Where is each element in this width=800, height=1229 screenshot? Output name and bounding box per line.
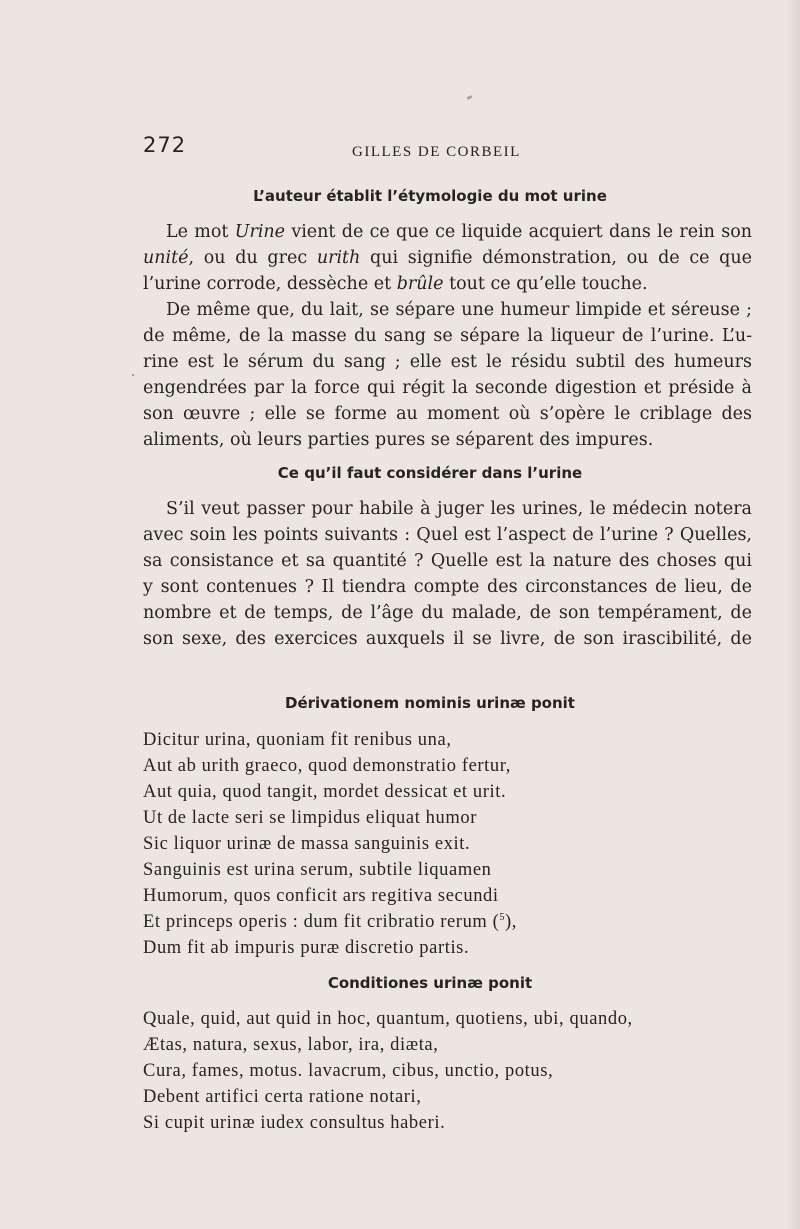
running-head: GILLES DE CORBEIL	[352, 144, 521, 160]
verse-line: Sanguinis est urina serum, subtile liquamen	[143, 860, 492, 880]
paragraph-line: son sexe, des exercices auxquels il se livre, de son irascibilité, de	[143, 629, 752, 649]
verse-line: Cura, fames, motus. lavacrum, cibus, unctio, potus,	[143, 1061, 554, 1081]
verse-heading: Dérivationem nominis urinæ ponit	[285, 694, 575, 712]
paragraph-line: nombre et de temps, de l’âge du malade, de son tempérament, de	[143, 603, 752, 623]
page-number: 272	[143, 133, 187, 157]
verse-line: Aut ab urith graeco, quod demonstratio fertur,	[143, 756, 511, 776]
section-heading: L’auteur établit l’étymologie du mot urine	[253, 187, 607, 205]
paragraph-line: de même, de la masse du sang se sépare la liqueur de l’urine. L’u-	[143, 326, 752, 346]
paragraph-line: De même que, du lait, se sépare une humeur limpide et séreuse ;	[166, 300, 752, 320]
verse-line: Debent artifici certa ratione notari,	[143, 1087, 422, 1107]
paragraph-line: son œuvre ; elle se forme au moment où s’opère le criblage des	[143, 404, 752, 424]
verse-line: Sic liquor urinæ de massa sanguinis exit.	[143, 834, 471, 854]
verse-heading: Conditiones urinæ ponit	[327, 974, 533, 992]
paragraph-line: rine est le sérum du sang ; elle est le résidu subtil des humeurs	[143, 352, 752, 372]
page-edge-shadow	[786, 0, 800, 1229]
paragraph-line: Le mot Urine vient de ce que ce liquide acquiert dans le rein son	[166, 222, 752, 242]
paragraph-line: avec soin les points suivants : Quel est l’aspect de l’urine ? Quelles,	[143, 525, 752, 545]
verse-line: Ut de lacte seri se limpidus eliquat humor	[143, 808, 477, 828]
paragraph-line: engendrées par la force qui régit la seconde digestion et préside à	[143, 378, 752, 398]
section-heading: Ce qu’il faut considérer dans l’urine	[277, 464, 583, 482]
footnote-reference[interactable]: 5	[499, 912, 505, 923]
paragraph-line: y sont contenues ? Il tiendra compte des circonstances de lieu, de	[143, 577, 752, 597]
ink-speck	[132, 374, 134, 376]
verse-line: Dicitur urina, quoniam fit renibus una,	[143, 730, 452, 750]
verse-line: Quale, quid, aut quid in hoc, quantum, quotiens, ubi, quando,	[143, 1009, 633, 1029]
verse-line: Aut quia, quod tangit, mordet dessicat et urit.	[143, 782, 507, 802]
paragraph-line: unité, ou du grec urith qui signifie démonstration, ou de ce que	[143, 248, 752, 268]
paragraph-line: aliments, où leurs parties pures se séparent des impures.	[143, 430, 654, 450]
verse-line: Si cupit urinæ iudex consultus haberi.	[143, 1113, 446, 1133]
paragraph-line: sa consistance et sa quantité ? Quelle est la nature des choses qui	[143, 551, 752, 571]
paragraph-line: S’il veut passer pour habile à juger les urines, le médecin notera	[166, 499, 752, 519]
paragraph-line: l’urine corrode, dessèche et brûle tout ce qu’elle touche.	[143, 274, 648, 294]
verse-line: Dum fit ab impuris puræ discretio partis.	[143, 938, 470, 958]
verse-line: Ætas, natura, sexus, labor, ira, diæta,	[143, 1035, 439, 1055]
verse-line: Humorum, quos conficit ars regitiva secundi	[143, 886, 499, 906]
verse-line: Et princeps operis : dum fit cribratio rerum ($^5$),	[143, 912, 517, 933]
ink-speck	[467, 95, 473, 100]
